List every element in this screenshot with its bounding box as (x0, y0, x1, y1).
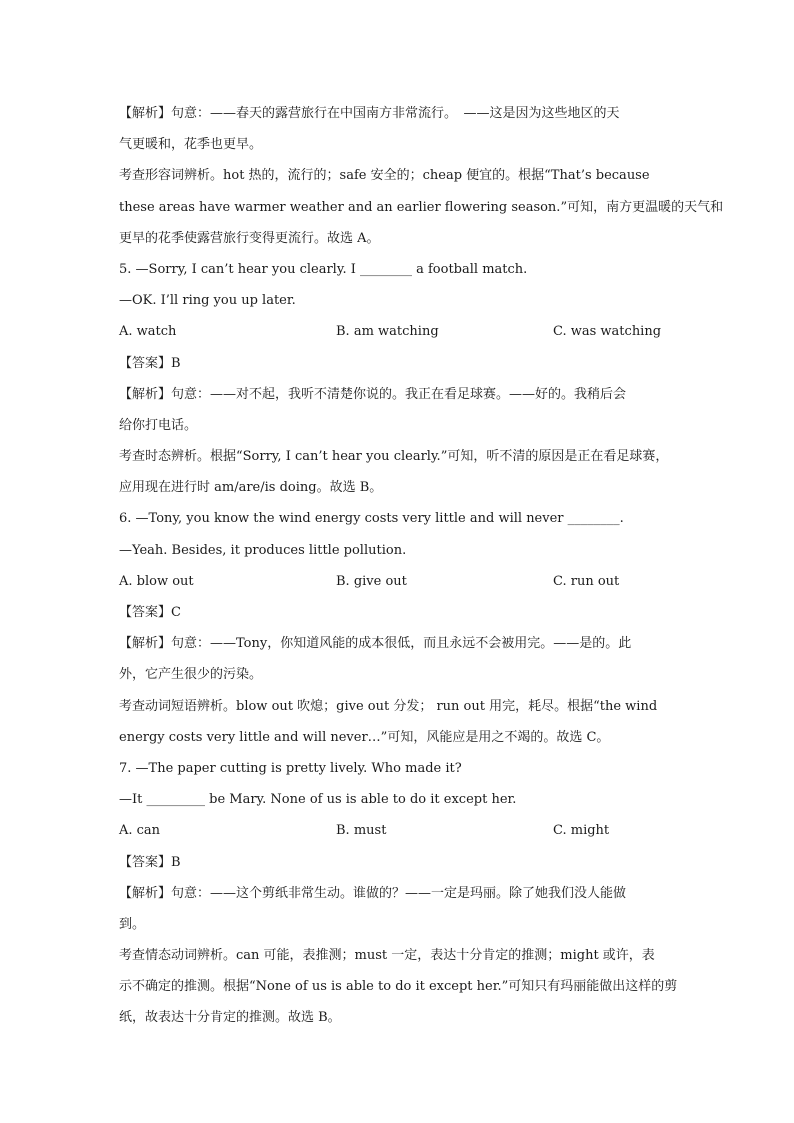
answer-options (119, 316, 679, 347)
option-b: B. am watching (336, 324, 439, 340)
option-c: C. was watching (553, 324, 662, 340)
option-c: C. might (553, 823, 610, 839)
text-line: —Yeah. Besides, it produces little pollution. (119, 542, 407, 558)
text-line: 【答案】B (119, 854, 181, 870)
text-line: 外，它产生很少的污染。 (119, 667, 263, 683)
answer-options (119, 815, 679, 846)
text-line: 考查动词短语辨析。blow out 吹熄；give out 分发； run out 用完，耗尽。根据“the wind (119, 698, 658, 714)
text-line: 5. —Sorry, I can’t hear you clearly. I ________ a football match. (119, 261, 528, 277)
text-line: 【解析】句意：——这个剪纸非常生动。谁做的？——一定是玛丽。除了她我们没人能做 (119, 885, 627, 901)
option-a: A. can (119, 823, 161, 839)
text-line: energy costs very little and will never…”可知，风能应是用之不竭的。故选 C。 (119, 729, 610, 745)
text-line: 给你打电话。 (119, 417, 198, 433)
text-line: —OK. I’ll ring you up later. (119, 293, 296, 309)
text-line: 【解析】句意：——春天的露营旅行在中国南方非常流行。 ——这是因为这些地区的天 (119, 106, 620, 121)
text-line: 7. —The paper cutting is pretty lively. Who made it? (119, 760, 462, 776)
document-body (119, 98, 724, 1034)
text-line: 更早的花季使露营旅行变得更流行。故选 A。 (119, 230, 380, 246)
text-line: 示不确定的推测。根据“None of us is able to do it except her.”可知只有玛丽能做出这样的剪 (119, 979, 678, 995)
option-a: A. watch (119, 324, 177, 340)
text-line: 考查时态辨析。根据“Sorry, I can’t hear you clearly.”可知，听不清的原因是正在看足球赛， (119, 449, 669, 465)
text-line: 纸，故表达十分肯定的推测。故选 B。 (119, 1010, 341, 1026)
text-line: 考查情态动词辨析。can 可能，表推测；must 一定，表达十分肯定的推测；might 或许，表 (119, 948, 655, 964)
text-line: 【答案】B (119, 355, 181, 371)
option-b: B. give out (336, 573, 407, 589)
text-line: 应用现在进行时 am/are/is doing。故选 B。 (119, 480, 383, 496)
text-line: 【答案】C (119, 605, 181, 620)
text-line: 6. —Tony, you know the wind energy costs very little and will never ________. (119, 511, 624, 527)
text-line: 考查形容词辨析。hot 热的，流行的；safe 安全的；cheap 便宜的。根据“That’s because (119, 168, 650, 184)
text-line: 气更暖和，花季也更早。 (119, 137, 263, 153)
answer-options (119, 566, 679, 597)
text-line: 【解析】句意：——对不起，我听不清楚你说的。我正在看足球赛。——好的。我稍后会 (119, 386, 627, 402)
text-line: 到。 (119, 916, 146, 932)
option-c: C. run out (553, 573, 620, 589)
text-line: 【解析】句意：——Tony，你知道风能的成本很低，而且永远不会被用完。——是的。此 (119, 636, 632, 652)
option-a: A. blow out (119, 573, 194, 589)
text-line: these areas have warmer weather and an earlier flowering season.”可知，南方更温暖的天气和 (119, 199, 724, 215)
option-b: B. must (336, 823, 387, 839)
text-line: —It _________ be Mary. None of us is able to do it except her. (119, 792, 517, 808)
